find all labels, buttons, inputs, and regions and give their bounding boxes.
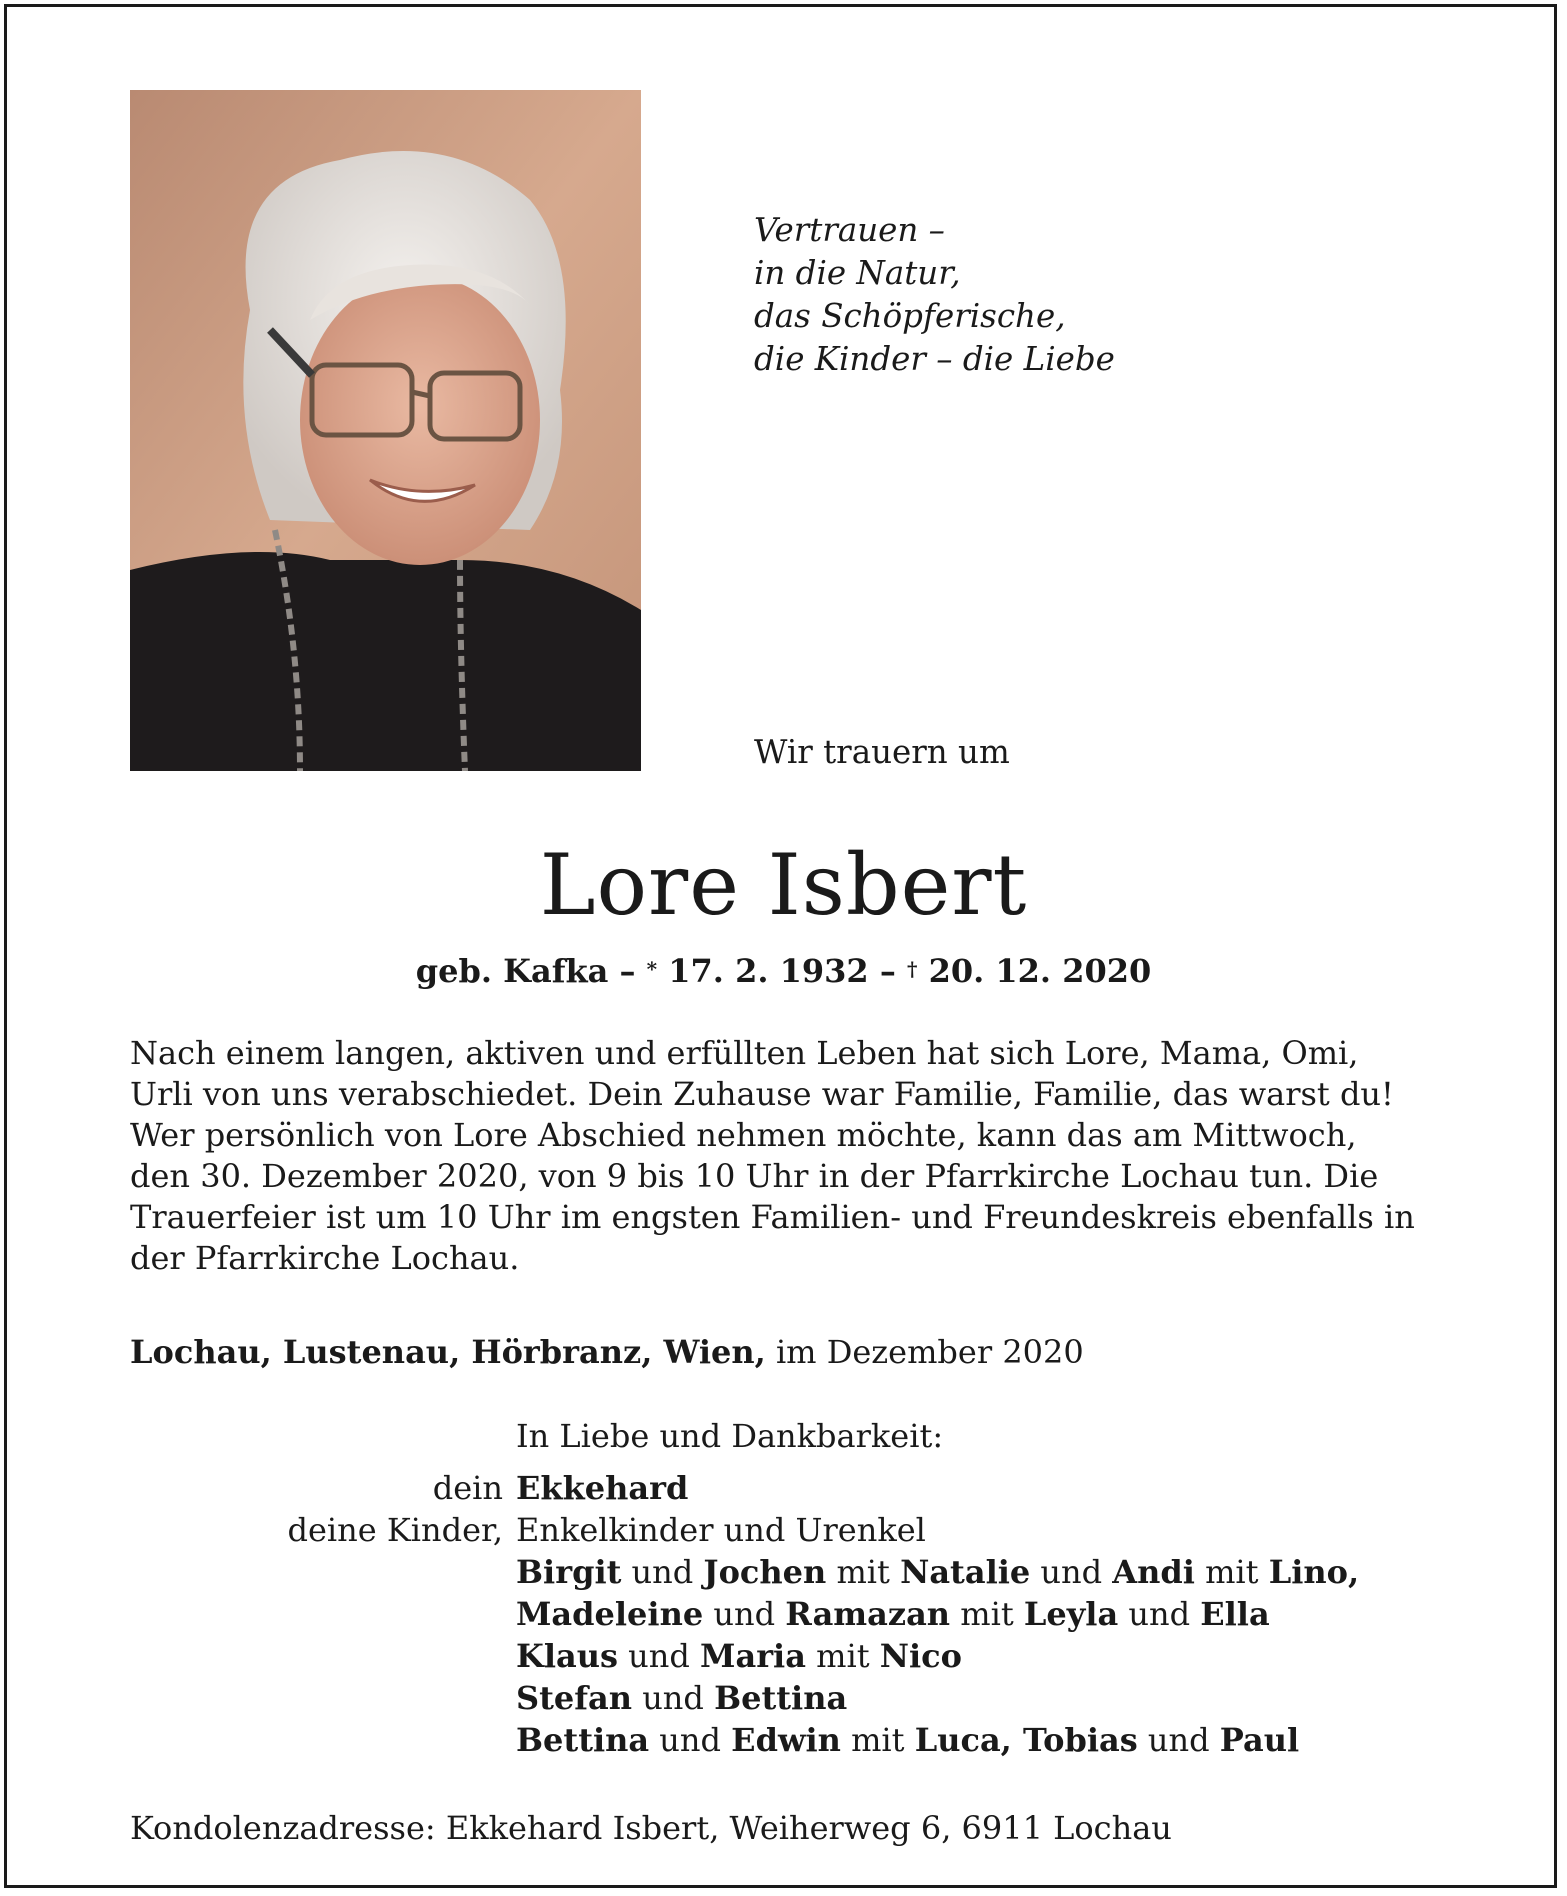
death-date: 20. 12. 2020 [928, 952, 1152, 990]
family-member-name: Ella [1200, 1595, 1270, 1633]
family-row [516, 1595, 1270, 1633]
family-connector: mit [1194, 1553, 1269, 1591]
family-member-name: Luca, Tobias [914, 1721, 1138, 1759]
family-member-name: Bettina [714, 1679, 848, 1717]
family-connector: und [1137, 1721, 1220, 1759]
motto-line: die Kinder – die Liebe [754, 340, 1115, 378]
family-member-name: Klaus [516, 1637, 618, 1675]
family-member-name: Lino, [1268, 1553, 1360, 1591]
family-heading: In Liebe und Dankbarkeit: [516, 1417, 944, 1455]
text-line: Trauerfeier ist um 10 Uhr im engsten Familien- und Freundeskreis ebenfalls in [130, 1198, 1415, 1236]
family-member-name: Maria [700, 1637, 806, 1675]
family-row [516, 1553, 1359, 1591]
family-member-name: Natalie [900, 1553, 1031, 1591]
family-row [516, 1637, 962, 1675]
family-member-name: Birgit [516, 1553, 622, 1591]
family-connector: und [632, 1679, 715, 1717]
birth-symbol: * [646, 957, 658, 981]
text-line: den 30. Dezember 2020, von 9 bis 10 Uhr in der Pfarrkirche Lochau tun. Die [130, 1157, 1379, 1195]
intro-text: Wir trauern um [754, 733, 1010, 771]
spouse-name: Ekkehard [516, 1469, 689, 1507]
portrait-photo [130, 90, 641, 771]
portrait-image [130, 90, 641, 771]
family-connector: und [703, 1595, 786, 1633]
family-member-name: Andi [1112, 1553, 1195, 1591]
place-date: im Dezember 2020 [775, 1333, 1084, 1371]
family-connector: und [617, 1637, 701, 1675]
family-member-name: Leyla [1023, 1595, 1119, 1633]
family-connector: mit [950, 1595, 1024, 1633]
family-member-name: Edwin [731, 1721, 841, 1759]
maiden-name: geb. Kafka [415, 952, 609, 990]
family-row [516, 1679, 847, 1717]
family-connector: und [621, 1553, 704, 1591]
text-line: Nach einem langen, aktiven und erfüllten Leben hat sich Lore, Mama, Omi, [130, 1034, 1359, 1072]
family-member-name: Nico [879, 1637, 962, 1675]
family-connector: mit [840, 1721, 915, 1759]
family-connector: und [1030, 1553, 1113, 1591]
family-connector: und [649, 1721, 732, 1759]
life-dates: geb. Kafka – * 17. 2. 1932 – † 20. 12. 2020 [415, 952, 1152, 990]
family-member-name: Madeleine [516, 1595, 704, 1633]
spouse-prefix: dein [432, 1469, 503, 1507]
family-member-name: Jochen [703, 1553, 827, 1591]
text-line: der Pfarrkirche Lochau. [130, 1239, 520, 1277]
family-member-name: Ramazan [785, 1595, 951, 1633]
announcement-text [130, 1033, 1440, 1279]
family-connector: mit [826, 1553, 901, 1591]
family-connector: und [1118, 1595, 1201, 1633]
place-date-line [130, 1333, 1084, 1371]
motto-poem [754, 209, 1314, 381]
motto-line: das Schöpferische, [754, 297, 1066, 335]
family-member-name: Paul [1219, 1721, 1300, 1759]
family-member-name: Stefan [516, 1679, 633, 1717]
deceased-name: Lore Isbert [539, 836, 1028, 934]
motto-line: in die Natur, [754, 254, 961, 292]
family-member-name: Bettina [516, 1721, 650, 1759]
children-suffix: Enkelkinder und Urenkel [516, 1511, 926, 1549]
motto-line: Vertrauen – [754, 211, 945, 249]
children-prefix: deine Kinder, [287, 1511, 503, 1549]
text-line: Wer persönlich von Lore Abschied nehmen möchte, kann das am Mittwoch, [130, 1116, 1357, 1154]
places: Lochau, Lustenau, Hörbranz, Wien, [130, 1333, 766, 1371]
death-symbol: † [906, 957, 918, 981]
text-line: Urli von uns verabschiedet. Dein Zuhause war Familie, Familie, das warst du! [130, 1075, 1394, 1113]
family-row [516, 1721, 1299, 1759]
family-connector: mit [805, 1637, 880, 1675]
birth-date: 17. 2. 1932 [668, 952, 869, 990]
condolence-address: Kondolenzadresse: Ekkehard Isbert, Weiherweg 6, 6911 Lochau [130, 1809, 1172, 1847]
